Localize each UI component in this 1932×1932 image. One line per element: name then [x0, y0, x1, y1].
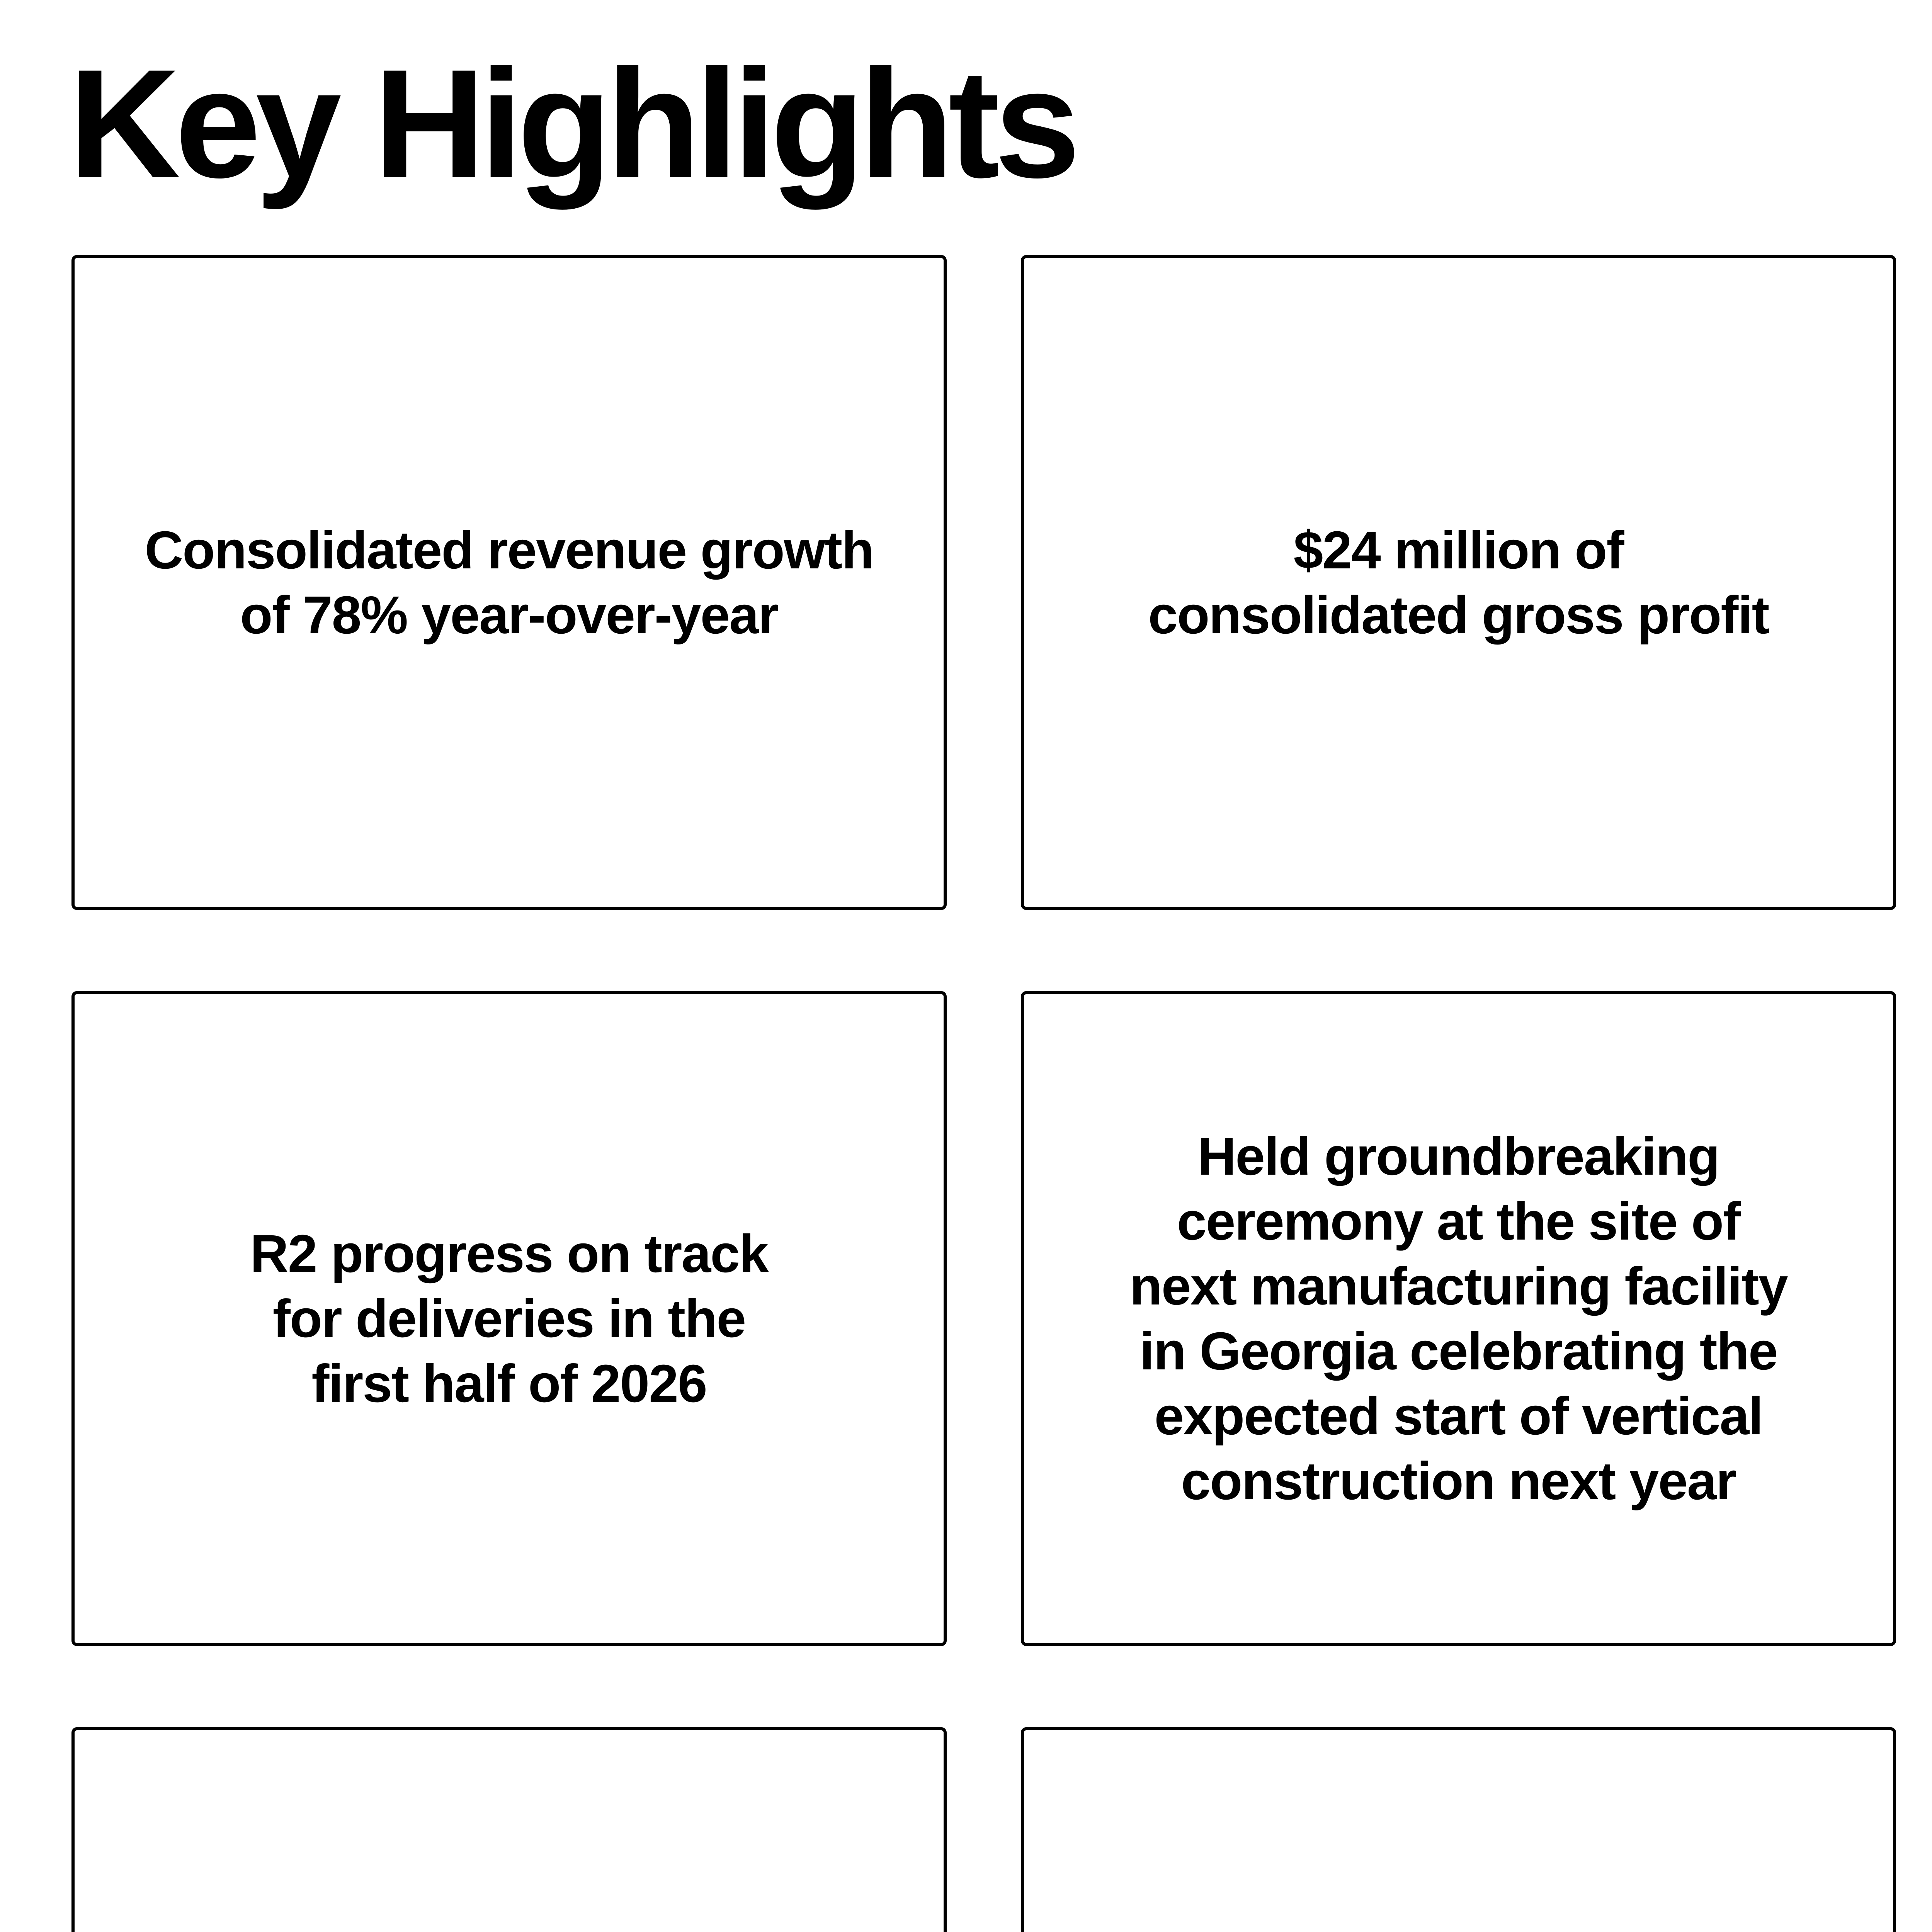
highlight-card-georgia-facility [1021, 991, 1896, 1646]
page-title: Key Highlights [69, 37, 1075, 210]
highlight-card-amazon-van-pilot [71, 1727, 947, 1932]
highlights-grid [71, 255, 1896, 1932]
highlight-text: $24 million of consolidated gross profit [1148, 520, 1769, 645]
highlight-text: Held groundbreaking ceremony at the site of next manufacturing facility in Georgia celebrating the expected start of vertical construction next year [1129, 1126, 1787, 1511]
highlight-card-revenue-growth [71, 255, 947, 910]
highlight-text: R2 progress on track for deliveries in the first half of 2026 [250, 1224, 768, 1413]
highlight-card-gross-profit [1021, 255, 1896, 910]
highlight-card-autonomy-ai-day [1021, 1727, 1896, 1932]
highlight-text: Consolidated revenue growth of 78% year-over-year [145, 520, 874, 645]
highlight-card-r2-progress [71, 991, 947, 1646]
